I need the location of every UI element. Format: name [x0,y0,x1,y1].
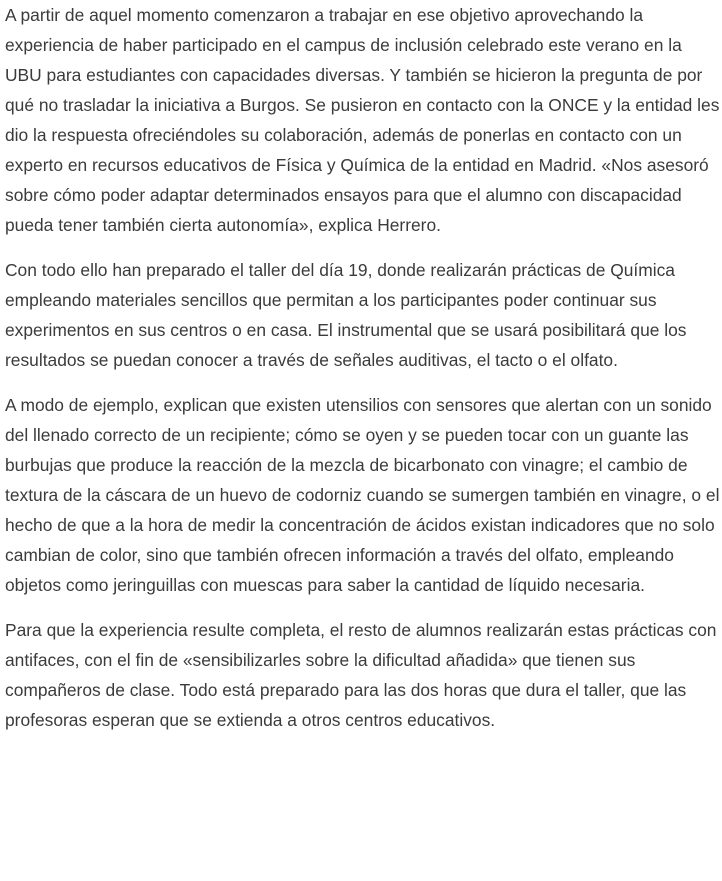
article-paragraph-2: Con todo ello han preparado el taller del día 19, donde realizarán prácticas de Química empleando materiales sencillos que permitan a los participantes poder continuar sus experimentos en sus centros o en casa. El instrumental que se usará posibilitará que los resultados se puedan conocer a través de señales auditivas, el tacto o el olfato. [5,260,687,370]
article-paragraph-4: Para que la experiencia resulte completa, el resto de alumnos realizarán estas prácticas con antifaces, con el fin de «sensibilizarles sobre la dificultad añadida» que tienen sus compañeros de clase. Todo está preparado para las dos horas que dura el taller, que las profesoras esperan que se extienda a otros centros educativos. [5,620,717,730]
article-paragraph-3: A modo de ejemplo, explican que existen utensilios con sensores que alertan con un sonido del llenado correcto de un recipiente; cómo se oyen y se pueden tocar con un guante las burbujas que produce la reacción de la mezcla de bicarbonato con vinagre; el cambio de textura de la cáscara de un huevo de codorniz cuando se sumergen también en vinagre, o el hecho de que a la hora de medir la concentración de ácidos existan indicadores que no solo cambian de color, sino que también ofrecen información a través del olfato, empleando objetos como jeringuillas con muescas para saber la cantidad de líquido necesaria. [5,395,720,595]
article-paragraph-1: A partir de aquel momento comenzaron a trabajar en ese objetivo aprovechando la experiencia de haber participado en el campus de inclusión celebrado este verano en la UBU para estudiantes con capacidades diversas. Y también se hicieron la pregunta de por qué no trasladar la iniciativa a Burgos. Se pusieron en contacto con la ONCE y la entidad les dio la respuesta ofreciéndoles su colaboración, además de ponerlas en contacto con un experto en recursos educativos de Física y Química de la entidad en Madrid. «Nos asesoró sobre cómo poder adaptar determinados ensayos para que el alumno con discapacidad pueda tener también cierta autonomía», explica Herrero. [5,5,720,235]
